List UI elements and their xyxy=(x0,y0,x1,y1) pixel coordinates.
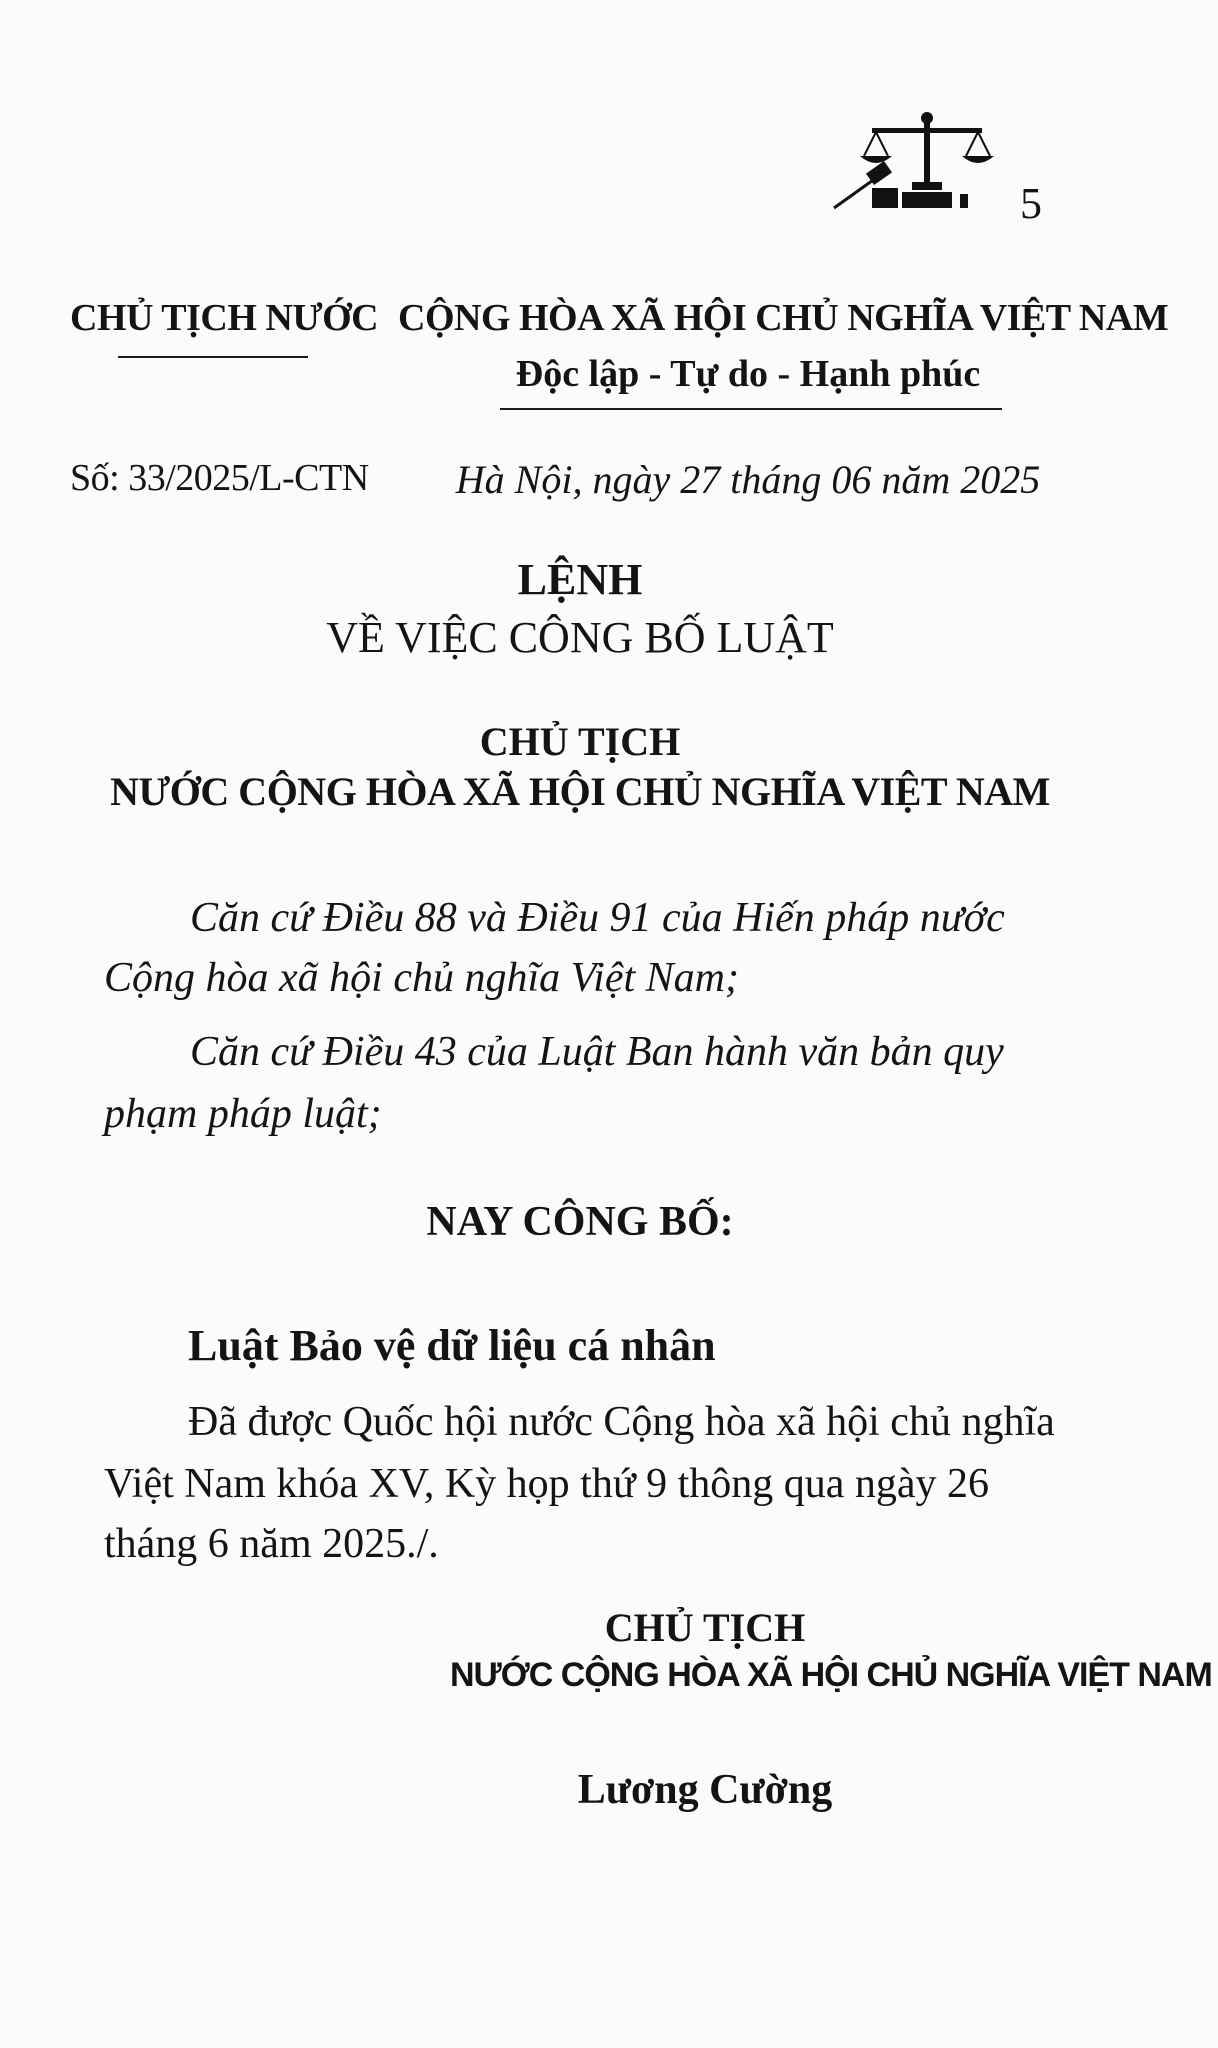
passage-line: Việt Nam khóa XV, Kỳ họp thứ 9 thông qua ngày 26 xyxy=(104,1461,990,1507)
legal-basis-line: Căn cứ Điều 43 của Luật Ban hành văn bản quy xyxy=(190,1029,1004,1075)
page-number: 5 xyxy=(1020,179,1042,228)
passage-line: tháng 6 năm 2025./. xyxy=(104,1521,439,1567)
country-name: CỘNG HÒA XÃ HỘI CHỦ NGHĨA VIỆT NAM xyxy=(398,297,1169,339)
document-subject: VỀ VIỆC CÔNG BỐ LUẬT xyxy=(326,613,834,662)
signature-body: NƯỚC CỘNG HÒA XÃ HỘI CHỦ NGHĨA VIỆT NAM xyxy=(450,1656,1212,1694)
signatory-name: Lương Cường xyxy=(577,1767,833,1813)
issuer-body: NƯỚC CỘNG HÒA XÃ HỘI CHỦ NGHĨA VIỆT NAM xyxy=(110,769,1050,814)
issuer-title: CHỦ TỊCH xyxy=(479,719,681,764)
law-name: Luật Bảo vệ dữ liệu cá nhân xyxy=(188,1321,716,1370)
authority-underline xyxy=(118,356,308,358)
legal-basis-line: Căn cứ Điều 88 và Điều 91 của Hiến pháp nước xyxy=(190,895,1005,941)
document-type: LỆNH xyxy=(517,555,643,604)
passage-line: Đã được Quốc hội nước Cộng hòa xã hội chủ nghĩa xyxy=(188,1399,1055,1445)
national-motto: Độc lập - Tự do - Hạnh phúc xyxy=(515,353,981,395)
announcement-heading: NAY CÔNG BỐ: xyxy=(426,1199,734,1245)
legal-basis-line: phạm pháp luật; xyxy=(104,1091,382,1137)
place-and-date: Hà Nội, ngày 27 tháng 06 năm 2025 xyxy=(455,457,1041,502)
scales-of-justice-icon xyxy=(832,108,1000,216)
document-number: Số: 33/2025/L-CTN xyxy=(70,457,369,499)
motto-underline xyxy=(500,408,1002,410)
signature-title: CHỦ TỊCH xyxy=(604,1605,806,1650)
legal-basis-line: Cộng hòa xã hội chủ nghĩa Việt Nam; xyxy=(104,955,739,1001)
issuing-authority: CHỦ TỊCH NƯỚC xyxy=(70,297,379,339)
